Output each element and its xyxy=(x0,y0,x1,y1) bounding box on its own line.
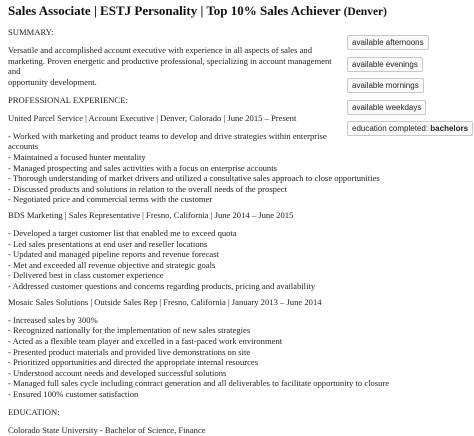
job-bullet: - Managed full sales cycle including contract generation and all deliverables to facilitate opportunity to closure xyxy=(8,378,390,389)
tag-education-completed[interactable] xyxy=(347,121,473,136)
experience-heading: PROFESSIONAL EXPERIENCE: xyxy=(8,94,128,105)
job-bullet: - Maintained a focused hunter mentality xyxy=(8,151,146,162)
job-title: BDS Marketing | Sales Representative | Fresno, California | June 2014 – June 2015 xyxy=(8,210,294,221)
job-bullet: - Met and exceeded all revenue objective and strategic goals xyxy=(8,259,216,270)
location-text: (Denver) xyxy=(343,6,387,18)
tag-available-mornings[interactable]: available mornings xyxy=(347,78,424,93)
job-bullet: - Negotiated price and commercial terms with the customer xyxy=(8,194,213,205)
job-bullet: - Increased sales by 300% xyxy=(8,314,98,325)
job-title: United Parcel Service | Account Executive | Denver, Colorado | June 2015 – Present xyxy=(8,112,297,123)
tag-education-label: education completed: xyxy=(352,124,431,134)
resume-title xyxy=(8,3,468,19)
job-bullet: - Led sales presentations at end user and reseller locations xyxy=(8,238,208,249)
tag-education-value: bachelors xyxy=(430,124,469,134)
job-bullet: - Updated and managed pipeline reports and revenue forecast xyxy=(8,249,219,260)
tag-available-afternoons[interactable]: available afternoons xyxy=(347,35,429,50)
job-bullet: - Developed a target customer list that enabled me to exceed quota xyxy=(8,228,237,239)
availability-tags xyxy=(347,32,469,140)
summary-line: Versatile and accomplished account executive with experience in all aspects of sales and xyxy=(8,44,312,55)
job-bullet: - Managed prospecting and sales activities with a focus on enterprise accounts xyxy=(8,162,277,173)
tag-available-evenings[interactable]: available evenings xyxy=(347,57,423,72)
job-bullet: - Recognized nationally for the implementation of new sales strategies xyxy=(8,325,251,336)
job-bullet: - Presented product materials and provided live demonstrations on site xyxy=(8,346,251,357)
job-bullet: - Prioritized opportunities and directed the appropriate internal resources xyxy=(8,357,259,368)
job-bullet: - Delivered best in class customer experience xyxy=(8,270,164,281)
job-title: Mosaic Sales Solutions | Outside Sales Rep | Fresno, California | January 2013 – June 2014 xyxy=(8,296,322,307)
education-entry: Colorado State University - Bachelor of Science, Finance xyxy=(8,424,206,435)
job-bullet: - Discussed products and solutions in relation to the overall needs of the prospect xyxy=(8,183,287,194)
education-heading: EDUCATION: xyxy=(8,406,60,417)
summary-heading: SUMMARY: xyxy=(8,27,54,37)
job-bullet: - Worked with marketing and product teams to develop and drive strategies within enterprise xyxy=(8,130,327,141)
job-bullet: - Thorough understanding of market drivers and utilized a consultative sales approach to close opportunities xyxy=(8,173,380,184)
summary-line: opportunity development. xyxy=(8,76,97,87)
job-bullet: - Understood account needs and developed successful solutions xyxy=(8,367,227,378)
summary-line: marketing. Proven energetic and productive professional, specializing in account management and xyxy=(8,55,332,77)
job-bullet: - Ensured 100% customer satisfaction xyxy=(8,388,139,399)
title-text: Sales Associate | ESTJ Personality | Top 10% Sales Achiever xyxy=(8,3,341,18)
job-bullet: - Acted as a flexible team player and excelled in a fast-paced work environment xyxy=(8,335,283,346)
job-bullet: accounts xyxy=(8,141,39,152)
job-bullet: - Addressed customer questions and concerns regarding products, pricing and availability xyxy=(8,281,316,292)
tag-available-weekdays[interactable]: available weekdays xyxy=(347,100,426,115)
